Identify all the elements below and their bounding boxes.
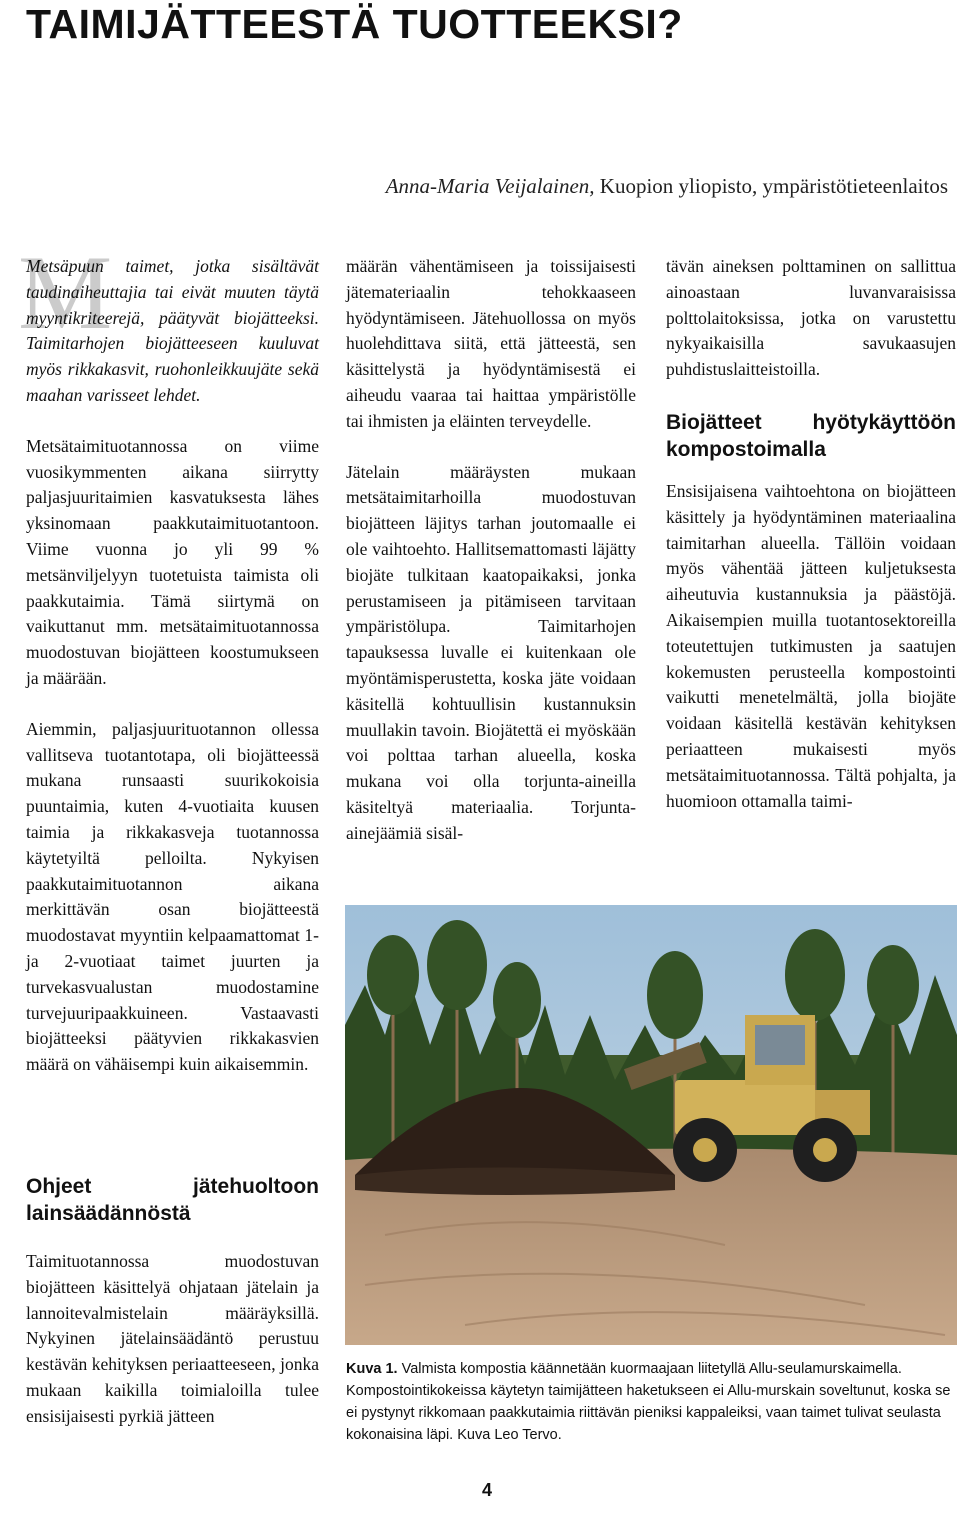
column-3 — [666, 254, 956, 814]
section-heading: Biojätteet hyötykäyttöön kompostoimalla — [666, 410, 956, 461]
photo-illustration — [345, 905, 957, 1345]
drop-cap: M — [18, 234, 113, 351]
caption-label: Kuva 1. — [346, 1361, 398, 1377]
author-line — [386, 174, 948, 199]
body-paragraph: Ensisijaisena vaihtoehtona on biojätteen käsittely ja hyödyntäminen materiaalina taimitarhan alueella. Tällöin voidaan myös vähentää jätteen kuljetuksesta aiheutuvia kustannuksia ja päästöjä. Aikaisempien muilla tuotantosektoreilla toteutettujen tutkimusten ja saatujen kokemusten perusteella kompostointi vaikutti menetelmältä, jolla biojäte voidaan käsitellä kestävän kehityksen periaatteen mukaisesti myös metsätaimituotannossa. Tältä pohjalta, ja huomioon ottamalla taimi- — [666, 480, 956, 811]
column-2 — [346, 254, 636, 847]
page-number: 4 — [482, 1480, 493, 1500]
body-paragraph: Taimituotannossa muodostuvan biojätteen käsittelyä ohjataan jätelain ja lannoitevalmistelain määräyksillä. Nykyinen jätelainsäädäntö perustuu kestävän kehityksen periaatteeseen, jonka mukaan kaikilla toimialoilla tulee ensisijaisesti pyrkiä jätteen — [26, 1251, 319, 1426]
section-heading: Ohjeet jätehuoltoon lainsäädännöstä — [26, 1175, 319, 1225]
lead-text: Metsäpuun taimet, jotka sisältävät taudinaiheuttajia tai eivät muuten täytä myyntikriteerejä, päätyvät biojätteeksi. Taimitarhojen biojätteeseen kuuluvat myös rikkakasvit, ruohonleikkuujäte sekä maahan varisseet lehdet. — [26, 256, 319, 405]
guide-section — [26, 1173, 319, 1430]
author-affiliation: Kuopion yliopisto, ympäristötieteenlaitos — [599, 174, 948, 198]
body-paragraph: Metsätaimituotannossa on viime vuosikymmenten aikana siirrytty paljasjuuritaimien kasvatuksesta lähes yksinomaan paakkutaimituotantoon. Viime vuonna jo yli 99 % metsänviljelyyn tuotetuista taimista oli paakkutaimia. Tämä siirtymä on vaikuttanut mm. metsätaimituotannossa muodostuvan biojätteen koostumukseen ja määrään. — [26, 435, 319, 688]
body-paragraph: tävän aineksen polttaminen on sallittua ainoastaan luvanvaraisissa polttolaitoksissa, jotka on varustettu nykyaikaisilla savukaasujen puhdistuslaitteistoilla. — [666, 256, 956, 380]
body-paragraph: määrän vähentämiseen ja toissijaisesti jätemateriaalin tehokkaaseen hyödyntämiseen. Jätehuollossa on myös huolehdittava siitä, että jätteestä, sen käsittelystä ja hyödyntämisestä ei aiheudu vaaraa tai haittaa ympäristölle tai ihmisten ja eläinten terveydelle. — [346, 256, 636, 431]
column-1 — [18, 234, 319, 1078]
lead-paragraph — [18, 234, 319, 409]
body-paragraph: Aiemmin, paljasjuurituotannon ollessa vallitseva tuotantotapa, oli biojätteessä mukana runsaasti suurikokoisia puuntaimia, kuten 4-vuotiaita kuusen taimia ja rikkakasveja tuotannossa käytetyiltä pelloilta. Nykyisen paakkutaimituotannon aikana merkittävän osan biojätteestä muodostavat myyntiin kelpaamattomat 1- ja 2-vuotiaat taimet juurten ja turvekasvualustan muodostamine turvejuuripaakkuineen. Vastaavasti biojätteeksi päätyvien rikkakasvien määrä on vähäisempi kuin aikaisemmin. — [26, 718, 319, 1075]
author-name: Anna-Maria Veijalainen, — [385, 174, 595, 198]
figure-caption — [346, 1358, 958, 1446]
body-paragraph: Jätelain määräysten mukaan metsätaimitarhoilla muodostuvan biojätteen läjitys tarhan joutomaalle ei ole vaihtoehto. Hallitsemattomasti läjätty biojäte tulkitaan kaatopaikaksi, jonka perustamiseen ja pitämiseen tarvitaan ympäristölupa. Taimitarhojen tapauksessa luvalle ei kuitenkaan ole myöntämisperustetta, koska jäte voidaan käsitellä kohtuullisin kustannuksin muullakin tavoin. Biojätettä ei myöskään voi polttaa tarhan alueella, koska mukana voi olla torjunta-aineilla käsiteltyä materiaalia. Torjunta-ainejäämiä sisäl- — [346, 461, 636, 843]
compost-loader-photo — [345, 905, 957, 1345]
article-title: TAIMIJÄTTEESTÄ TUOTTEEKSI? — [26, 1, 683, 47]
caption-text: Valmista kompostia käännetään kuormaajaan liitetyllä Allu-seulamurskaimella. Kompostointikokeissa käytetyn taimijätteen haketukseen ei Allu-murskain soveltunut, koska se ei pystynyt rikkomaan paakkutaimia riittävän pieniksi kappaleiksi, vaan taimet tulivat seulasta kokonaisina läpi. Kuva Leo Tervo. — [346, 1361, 951, 1443]
